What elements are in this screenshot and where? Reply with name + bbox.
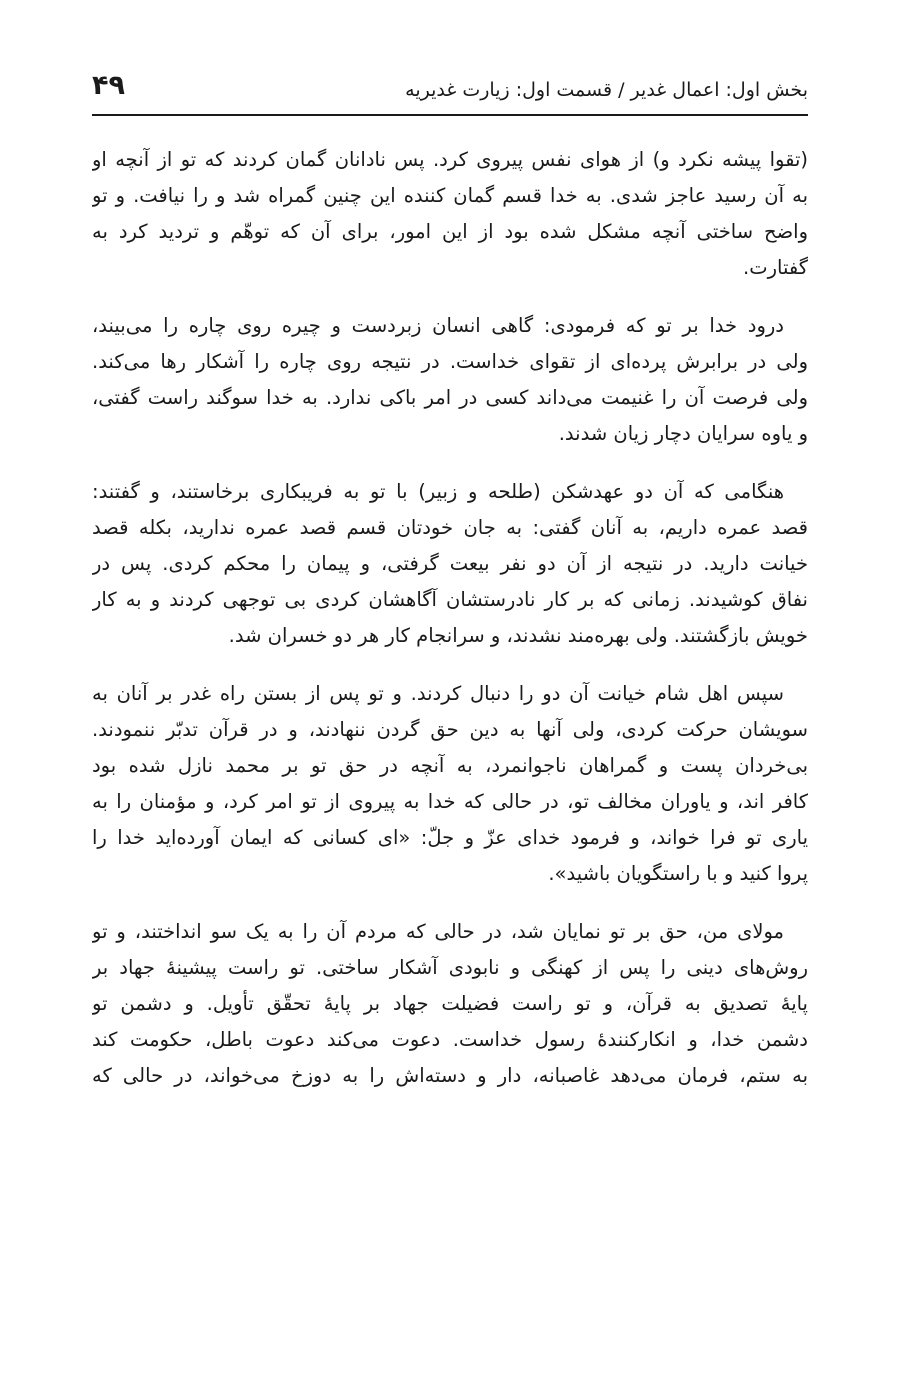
page-header — [92, 62, 808, 116]
paragraph — [92, 676, 808, 892]
paragraph — [92, 474, 808, 654]
paragraph — [92, 142, 808, 286]
text-line: گفتارت. — [743, 256, 808, 279]
text-line: قصد عمره داریم، به آنان گفتی: به جان خودتان قسم قصد عمره ندارید، بکله قصد — [92, 516, 808, 539]
text-line: سویشان حرکت کردی، ولی آنها به دین حق گردن ننهادند، و در قرآن تدبّر ننمودند. — [92, 718, 808, 741]
text-line: به آن رسید عاجز شدی. به خدا قسم گمان کننده این چنین گمراه شد و را نیافت. و تو — [92, 184, 808, 207]
text-line: نفاق کوشیدند. زمانی که بر کار نادرستشان آگاهشان کردی بی توجهی کردند و به کار — [92, 588, 808, 611]
text-line: یاری تو فرا خواند، و فرمود خدای عزّ و جلّ: «ای کسانی که ایمان آورده‌اید خدا را — [92, 826, 808, 849]
text-line: ولی در برابرش پرده‌ای از تقوای خداست. در نتیجه روی چاره را آشکار رها می‌کند. — [92, 350, 808, 373]
paragraph — [92, 914, 808, 1094]
text-line: (تقوا پیشه نکرد و) از هوای نفس پیروی کرد. پس نادانان گمان کردند که تو از آنچه او — [92, 148, 808, 171]
text-line: دشمن خدا، و انکارکنندهٔ رسول خداست. دعوت می‌کند دعوت باطل، حکومت کند — [92, 1028, 808, 1051]
text-line: به ستم، فرمان می‌دهد غاصبانه، دار و دسته‌اش را به دوزخ می‌خواند، در حالی که — [92, 1064, 808, 1087]
text-line: روش‌های دینی را پس از کهنگی و نابودی آشکار ساختی. تو راست پیشینهٔ جهاد بر — [92, 956, 808, 979]
text-line: پروا کنید و با راستگویان باشید». — [548, 862, 808, 885]
text-line: خویش بازگشتند. ولی بهره‌مند نشدند، و سرانجام کار هر دو خسران شد. — [228, 624, 808, 647]
text-line: مولای من، حق بر تو نمایان شد، در حالی که مردم آن را به یک سو انداختند، و تو — [92, 920, 784, 943]
text-line: و یاوه سرایان دچار زیان شدند. — [558, 422, 808, 445]
text-line: واضح ساختی آنچه مشکل شده بود از این امور، برای آن که توهّم و تردید کرد به — [92, 220, 808, 243]
text-line: هنگامی که آن دو عهدشکن (طلحه و زبیر) با تو به فریبکاری برخاستند، و گفتند: — [92, 480, 784, 503]
text-line: کافر اند، و یاوران مخالف تو، در حالی که خدا به پیروی از تو امر کرد، و مؤمنان را به — [92, 790, 808, 813]
running-title: بخش اول: اعمال غدیر / قسمت اول: زیارت غدیریه — [405, 79, 808, 101]
text-line: پایهٔ تصدیق به قرآن، و تو راست فضیلت جهاد بر پایهٔ تحقّق تأویل. و دشمن تو — [92, 992, 808, 1015]
text-line: درود خدا بر تو که فرمودی: گاهی انسان زبردست و چیره روی چاره را می‌بیند، — [92, 314, 784, 337]
paragraph — [92, 308, 808, 452]
book-page — [92, 0, 808, 1390]
body-text — [92, 142, 808, 1116]
text-line: ولی فرصت آن را غنیمت می‌داند کسی در امر باکی ندارد. به خدا سوگند راست گفتی، — [92, 386, 808, 409]
text-line: سپس اهل شام خیانت آن دو را دنبال کردند. و تو پس از بستن راه غدر بر آنان به — [92, 682, 784, 705]
page-number: ۴۹ — [92, 70, 125, 101]
text-line: خیانت دارید. در نتیجه از آن دو نفر بیعت گرفتی، و پیمان را محکم کردی. پس در — [92, 552, 808, 575]
text-line: بی‌خردان پست و گمراهان ناجوانمرد، به آنچه در حق تو بر محمد نازل شده بود — [92, 754, 808, 777]
